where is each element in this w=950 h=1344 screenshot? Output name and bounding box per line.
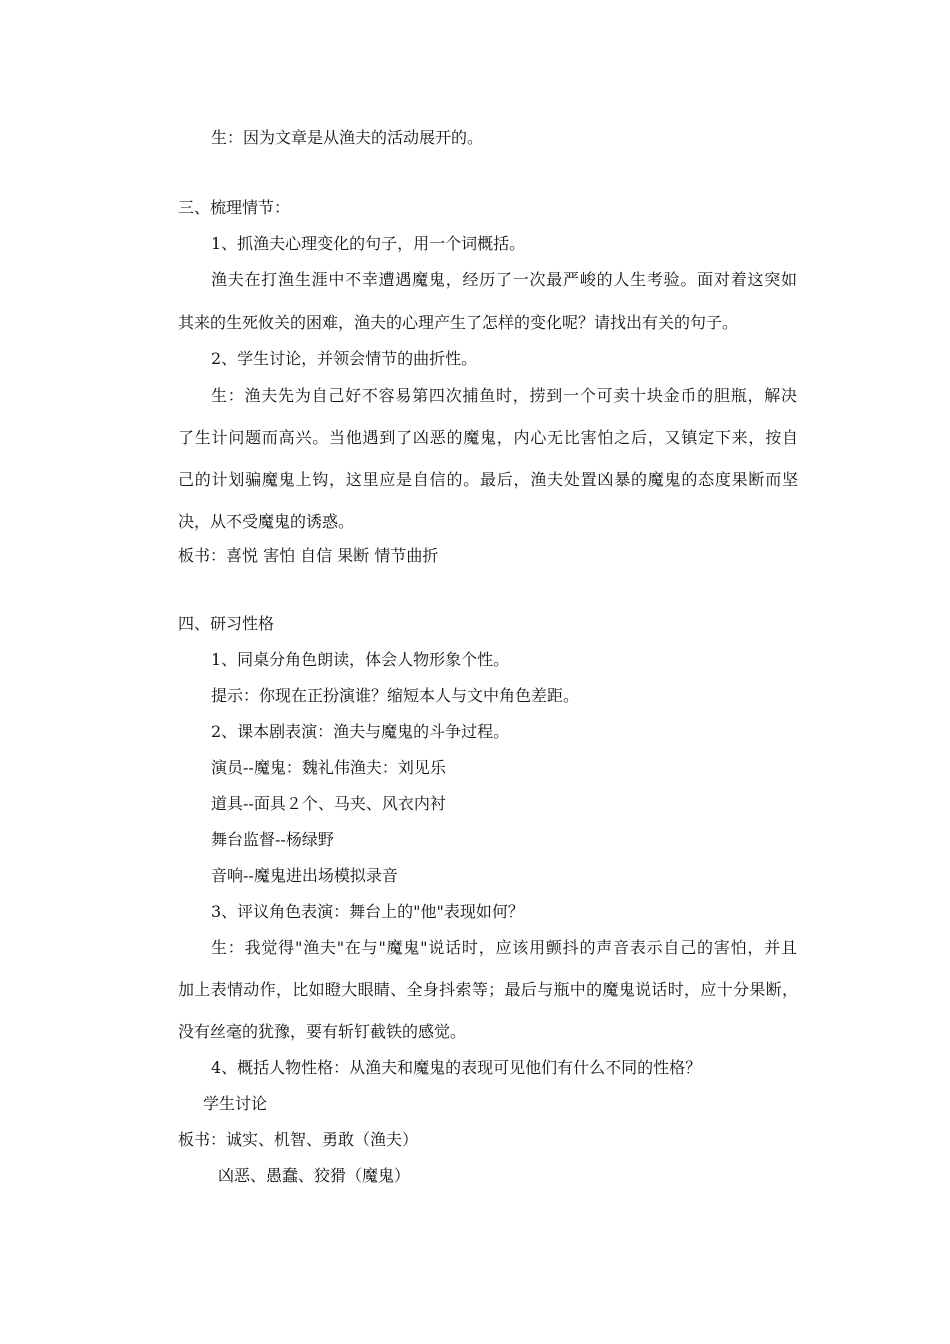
text-line: 生：因为文章是从渔夫的活动展开的。: [211, 128, 484, 147]
paragraph-line: 没有丝毫的犹豫，要有斩钉截铁的感觉。: [178, 1022, 467, 1041]
text-line: 道具--面具２个、马夹、风衣内衬: [211, 794, 446, 813]
text-line: 学生讨论: [203, 1094, 268, 1113]
paragraph-line: 其来的生死攸关的困难，渔夫的心理产生了怎样的变化呢？请找出有关的句子。: [178, 313, 739, 332]
blackboard-note: 凶恶、愚蠢、狡猾（魔鬼）: [218, 1166, 411, 1185]
paragraph-line: 渔夫在打渔生涯中不幸遭遇魔鬼，经历了一次最严峻的人生考验。面对着这突如: [211, 270, 797, 289]
paragraph-line: 了生计问题而高兴。当他遇到了凶恶的魔鬼，内心无比害怕之后，又镇定下来，按自: [178, 428, 798, 447]
text-line: 舞台监督--杨绿野: [211, 830, 334, 849]
text-line: 4、概括人物性格：从渔夫和魔鬼的表现可见他们有什么不同的性格？: [211, 1058, 702, 1077]
text-line: 1、同桌分角色朗读，体会人物形象个性。: [211, 650, 510, 669]
paragraph-line: 生：渔夫先为自己好不容易第四次捕鱼时，捞到一个可卖十块金币的胆瓶，解决: [211, 386, 797, 405]
section-heading: 三、梳理情节：: [178, 198, 291, 217]
text-line: 音响--魔鬼进出场模拟录音: [211, 866, 398, 885]
paragraph-line: 决，从不受魔鬼的诱惑。: [178, 512, 355, 531]
text-line: 提示：你现在正扮演谁？缩短本人与文中角色差距。: [211, 686, 580, 705]
blackboard-note: 板书：喜悦 害怕 自信 果断 情节曲折: [178, 546, 439, 565]
text-line: 1、抓渔夫心理变化的句子，用一个词概括。: [211, 234, 526, 253]
text-line: 2、课本剧表演：渔夫与魔鬼的斗争过程。: [211, 722, 510, 741]
blackboard-note: 板书：诚实、机智、勇敢（渔夫）: [178, 1130, 419, 1149]
text-line: 3、评议角色表演：舞台上的"他"表现如何？: [211, 902, 524, 921]
text-line: 演员--魔鬼：魏礼伟渔夫：刘见乐: [211, 758, 446, 777]
section-heading: 四、研习性格: [178, 614, 275, 633]
paragraph-line: 加上表情动作，比如瞪大眼睛、全身抖索等；最后与瓶中的魔鬼说话时，应十分果断，: [178, 980, 798, 999]
text-line: 2、学生讨论，并领会情节的曲折性。: [211, 349, 478, 368]
paragraph-line: 己的计划骗魔鬼上钩，这里应是自信的。最后，渔夫处置凶暴的魔鬼的态度果断而坚: [178, 470, 798, 489]
paragraph-line: 生：我觉得"渔夫"在与"魔鬼"说话时，应该用颤抖的声音表示自己的害怕，并且: [211, 938, 797, 957]
